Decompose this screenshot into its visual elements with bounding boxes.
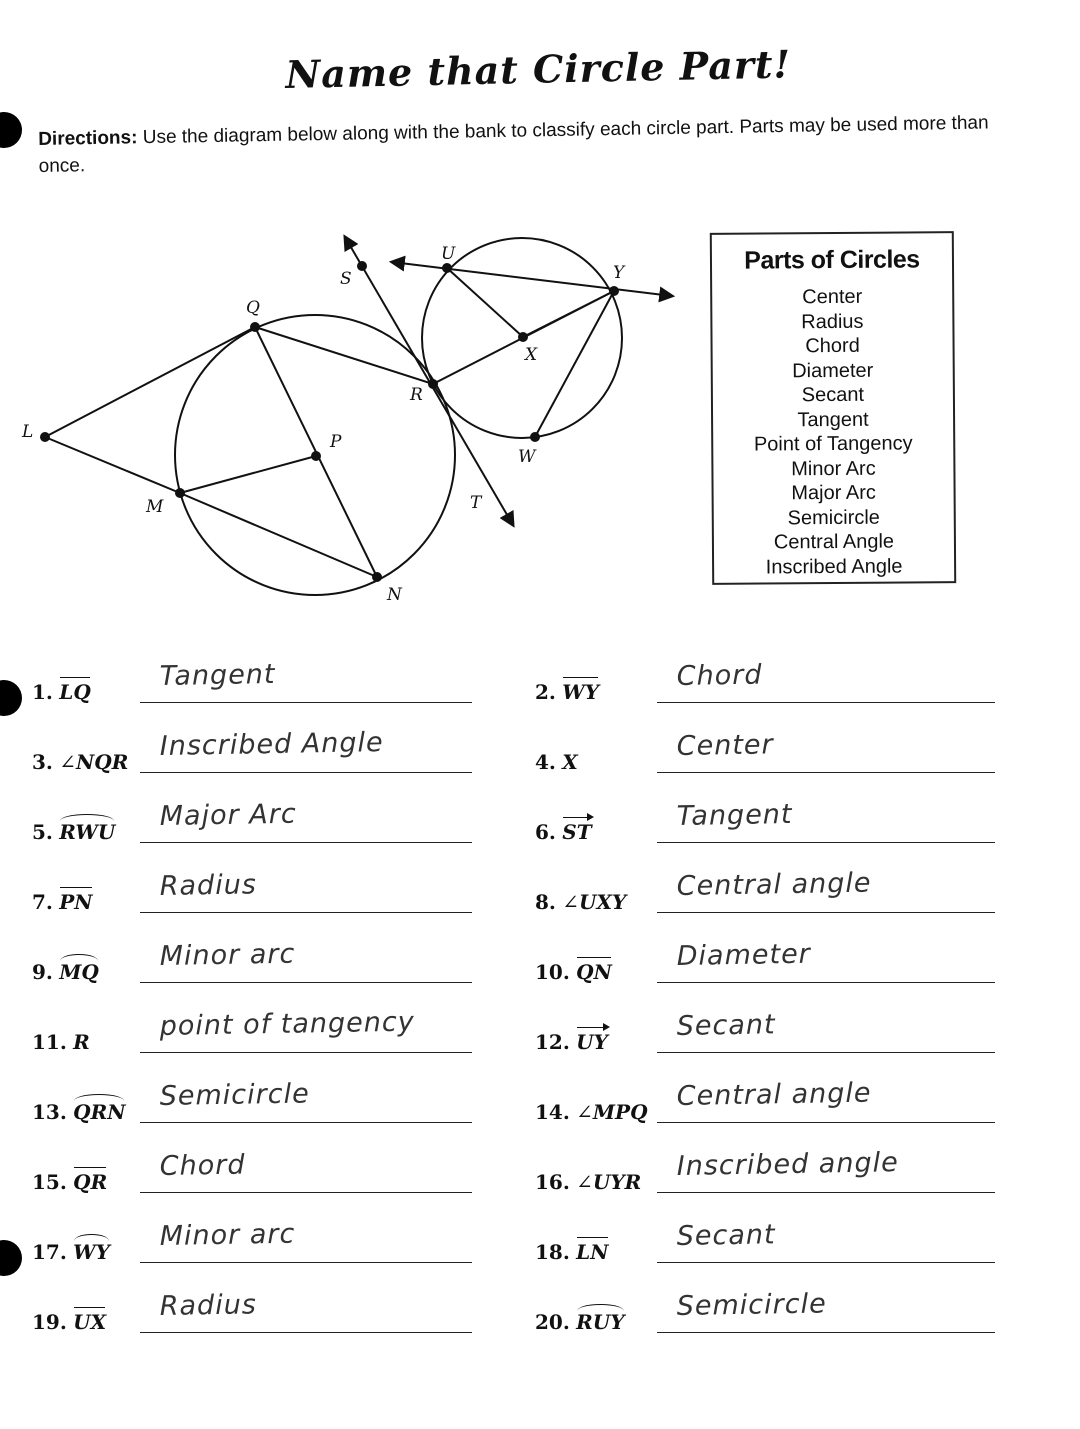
question-number: 10. xyxy=(535,960,570,984)
handwritten-answer[interactable]: Tangent xyxy=(159,658,276,692)
answer-line xyxy=(657,1332,995,1333)
answer-line xyxy=(140,982,472,983)
segment-ux xyxy=(447,268,523,337)
word-bank-item: Semicircle xyxy=(787,506,880,529)
question-8-label xyxy=(535,890,626,914)
word-bank-item: Inscribed Angle xyxy=(765,555,903,578)
handwritten-answer[interactable]: Semicircle xyxy=(159,1078,310,1112)
label-u: U xyxy=(441,244,456,264)
segment-lm xyxy=(45,437,180,493)
label-x: X xyxy=(525,345,538,365)
question-number: 13. xyxy=(32,1100,67,1124)
question-symbol: MQ xyxy=(59,960,99,984)
question-19-label xyxy=(32,1310,106,1334)
question-4-label xyxy=(535,750,578,774)
word-bank-item: Point of Tangency xyxy=(753,432,913,456)
question-number: 16. xyxy=(535,1170,570,1194)
question-number: 4. xyxy=(535,750,556,774)
answer-line xyxy=(657,842,995,843)
handwritten-answer[interactable]: Central angle xyxy=(676,1077,872,1112)
handwritten-answer[interactable]: Chord xyxy=(676,659,763,692)
question-number: 8. xyxy=(535,890,556,914)
question-symbol: RUY xyxy=(576,1310,625,1334)
handwritten-answer[interactable]: Major Arc xyxy=(159,798,297,832)
word-bank-item: Major Arc xyxy=(791,481,876,505)
question-13-label xyxy=(32,1100,125,1124)
question-symbol: MPQ xyxy=(592,1100,648,1124)
handwritten-answer[interactable]: Inscribed Angle xyxy=(159,727,384,762)
label-n: N xyxy=(387,585,402,605)
answer-line xyxy=(657,1052,995,1053)
question-symbol: ST xyxy=(562,820,592,844)
label-w: W xyxy=(518,447,536,467)
page-title: Name that Circle Part! xyxy=(285,41,792,97)
handwritten-answer[interactable]: Central angle xyxy=(676,867,872,902)
question-1-label xyxy=(32,680,91,704)
handwritten-answer[interactable]: Chord xyxy=(159,1149,246,1182)
segment-ln xyxy=(180,493,377,577)
handwritten-answer[interactable]: Radius xyxy=(159,1289,258,1322)
question-number: 7. xyxy=(32,890,53,914)
segment-qr xyxy=(255,327,433,384)
question-14-label xyxy=(535,1100,648,1124)
answer-line xyxy=(140,1332,472,1333)
word-bank-title: Parts of Circles xyxy=(744,245,920,275)
directions-lead: Directions: xyxy=(38,127,138,150)
handwritten-answer[interactable]: point of tangency xyxy=(159,1006,415,1042)
question-symbol: LN xyxy=(576,1240,609,1264)
question-number: 15. xyxy=(32,1170,67,1194)
handwritten-answer[interactable]: Tangent xyxy=(676,798,793,832)
answer-line xyxy=(140,1192,472,1193)
angle-symbol: ∠ xyxy=(576,1170,593,1194)
label-q: Q xyxy=(246,298,260,318)
word-bank-item: Diameter xyxy=(792,359,874,382)
punch-hole xyxy=(0,680,22,716)
answer-line xyxy=(657,912,995,913)
question-number: 18. xyxy=(535,1240,570,1264)
question-number: 9. xyxy=(32,960,53,984)
answer-line xyxy=(140,1052,472,1053)
question-symbol: QN xyxy=(576,960,612,984)
answer-line xyxy=(657,772,995,773)
question-number: 12. xyxy=(535,1030,570,1054)
question-symbol: UX xyxy=(73,1310,107,1334)
question-symbol: UYR xyxy=(592,1170,642,1194)
question-symbol: QR xyxy=(73,1170,108,1194)
answer-line xyxy=(140,1262,472,1263)
label-t: T xyxy=(470,493,482,513)
label-p: P xyxy=(330,432,342,452)
word-bank-item: Secant xyxy=(801,383,865,407)
question-number: 14. xyxy=(535,1100,570,1124)
circle-diagram xyxy=(0,220,700,620)
handwritten-answer[interactable]: Diameter xyxy=(676,938,812,972)
question-2-label xyxy=(535,680,599,704)
answer-line xyxy=(657,702,995,703)
word-bank-item: Center xyxy=(802,285,863,309)
angle-symbol: ∠ xyxy=(562,890,580,914)
question-symbol: NQR xyxy=(76,750,129,774)
handwritten-answer[interactable]: Minor arc xyxy=(159,938,296,972)
handwritten-answer[interactable]: Center xyxy=(676,729,774,762)
word-bank-item: Minor Arc xyxy=(791,457,876,480)
directions xyxy=(38,109,999,180)
answer-line xyxy=(657,1192,995,1193)
question-7-label xyxy=(32,890,93,914)
question-number: 2. xyxy=(535,680,556,704)
label-m: M xyxy=(146,497,164,517)
answer-line xyxy=(140,912,472,913)
answer-line xyxy=(140,772,472,773)
word-bank-item: Chord xyxy=(805,334,860,358)
question-number: 11. xyxy=(32,1030,67,1054)
handwritten-answer[interactable]: Radius xyxy=(159,869,258,902)
question-symbol: X xyxy=(562,750,578,774)
question-17-label xyxy=(32,1240,110,1264)
answer-line xyxy=(140,842,472,843)
word-bank-item: Tangent xyxy=(797,408,869,431)
question-symbol: WY xyxy=(562,680,599,704)
label-l: L xyxy=(22,422,34,442)
question-symbol: UXY xyxy=(579,890,627,914)
directions-text: Use the diagram below along with the bank to classify each circle part. Parts may be used more than once. xyxy=(38,112,989,177)
answer-line xyxy=(140,702,472,703)
word-bank xyxy=(710,231,956,585)
answer-line xyxy=(657,1122,995,1123)
question-number: 17. xyxy=(32,1240,67,1264)
answer-line xyxy=(140,1122,472,1123)
question-18-label xyxy=(535,1240,609,1264)
question-10-label xyxy=(535,960,612,984)
question-symbol: R xyxy=(73,1030,90,1054)
question-number: 1. xyxy=(32,680,53,704)
question-9-label xyxy=(32,960,99,984)
question-6-label xyxy=(535,820,592,844)
question-3-label xyxy=(32,750,128,774)
answer-line xyxy=(657,1262,995,1263)
handwritten-answer[interactable]: Inscribed angle xyxy=(676,1147,899,1182)
question-number: 19. xyxy=(32,1310,67,1334)
handwritten-answer[interactable]: Secant xyxy=(676,1219,776,1252)
question-12-label xyxy=(535,1030,608,1054)
question-number: 5. xyxy=(32,820,53,844)
question-symbol: UY xyxy=(576,1030,608,1054)
handwritten-answer[interactable]: Semicircle xyxy=(676,1288,827,1322)
handwritten-answer[interactable]: Minor arc xyxy=(159,1218,296,1252)
segment-lq xyxy=(45,327,255,437)
punch-hole xyxy=(0,112,22,148)
question-symbol: LQ xyxy=(59,680,91,704)
question-symbol: RWU xyxy=(59,820,116,844)
answer-line xyxy=(657,982,995,983)
label-s: S xyxy=(340,269,352,289)
label-r: R xyxy=(410,385,423,405)
question-5-label xyxy=(32,820,115,844)
word-bank-item: Central Angle xyxy=(773,530,895,554)
segment-wy xyxy=(535,291,614,437)
question-symbol: WY xyxy=(73,1240,110,1264)
question-symbol: PN xyxy=(59,890,93,914)
question-15-label xyxy=(32,1170,107,1194)
question-20-label xyxy=(535,1310,625,1334)
punch-hole xyxy=(0,1240,22,1276)
question-11-label xyxy=(32,1030,90,1054)
angle-symbol: ∠ xyxy=(59,750,77,774)
label-y: Y xyxy=(613,263,625,283)
question-number: 3. xyxy=(32,750,53,774)
question-number: 20. xyxy=(535,1310,570,1334)
question-16-label xyxy=(535,1170,641,1194)
handwritten-answer[interactable]: Secant xyxy=(676,1009,776,1042)
angle-symbol: ∠ xyxy=(576,1100,593,1124)
question-symbol: QRN xyxy=(73,1100,126,1124)
question-number: 6. xyxy=(535,820,556,844)
word-bank-item: Radius xyxy=(801,310,864,333)
segment-mp xyxy=(180,456,316,493)
